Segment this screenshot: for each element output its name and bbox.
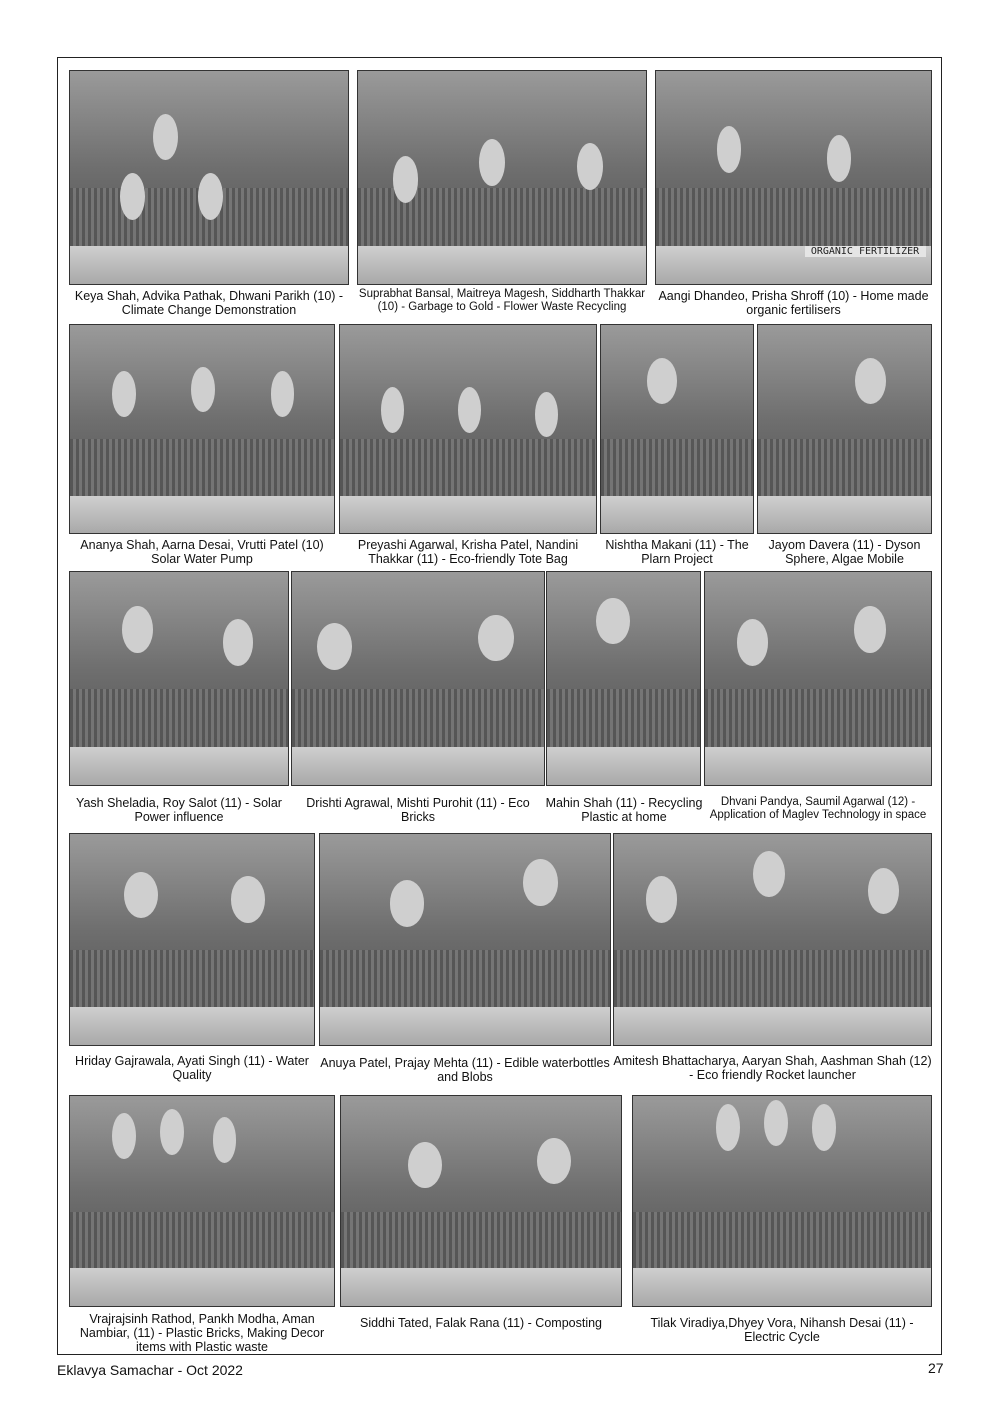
- photo-electric-cycle: [632, 1095, 932, 1307]
- photo-plarn-project: [600, 324, 754, 534]
- photo-water-quality: [69, 833, 315, 1046]
- caption-14: Amitesh Bhattacharya, Aaryan Shah, Aashman Shah (12) - Eco friendly Rocket launcher: [613, 1054, 932, 1082]
- photo-edible-bottles: [319, 833, 611, 1046]
- photo-maglev: [704, 571, 932, 786]
- caption-16: Siddhi Tated, Falak Rana (11) - Composting: [359, 1316, 603, 1330]
- organic-fertilizer-sign: ORGANIC FERTILIZER: [805, 246, 926, 257]
- photo-plastic-bricks: [69, 1095, 335, 1307]
- caption-1: Keya Shah, Advika Pathak, Dhwani Parikh (10) - Climate Change Demonstration: [74, 289, 344, 317]
- caption-13: Anuya Patel, Prajay Mehta (11) - Edible waterbottles and Blobs: [320, 1056, 610, 1084]
- page-number: 27: [928, 1360, 944, 1376]
- photo-dyson-sphere: [757, 324, 932, 534]
- photo-solar-power: [69, 571, 289, 786]
- photo-rocket-launcher: [613, 833, 932, 1046]
- caption-9: Drishti Agrawal, Mishti Purohit (11) - Eco Bricks: [306, 796, 530, 824]
- caption-6: Nishtha Makani (11) - The Plarn Project: [605, 538, 749, 566]
- photo-eco-bricks: [291, 571, 545, 786]
- caption-3: Aangi Dhandeo, Prisha Shroff (10) - Home made organic fertilisers: [658, 289, 929, 317]
- photo-composting: [340, 1095, 622, 1307]
- caption-11: Dhvani Pandya, Saumil Agarwal (12) - Application of Maglev Technology in space: [709, 796, 927, 821]
- photo-recycling-plastic: [546, 571, 701, 786]
- caption-12: Hriday Gajrawala, Ayati Singh (11) - Water Quality: [75, 1054, 309, 1082]
- caption-2: Suprabhat Bansal, Maitreya Magesh, Siddharth Thakkar (10) - Garbage to Gold - Flower Waste Recycling: [358, 288, 646, 313]
- caption-5: Preyashi Agarwal, Krisha Patel, Nandini Thakkar (11) - Eco-friendly Tote Bag: [357, 538, 579, 566]
- caption-4: Ananya Shah, Aarna Desai, Vrutti Patel (10) Solar Water Pump: [80, 538, 324, 566]
- caption-8: Yash Sheladia, Roy Salot (11) - Solar Power influence: [76, 796, 282, 824]
- caption-17: Tilak Viradiya,Dhyey Vora, Nihansh Desai (11) - Electric Cycle: [650, 1316, 914, 1344]
- publication-footer: Eklavya Samachar - Oct 2022: [57, 1362, 243, 1378]
- caption-10: Mahin Shah (11) - Recycling Plastic at home: [545, 796, 703, 824]
- photo-organic-fertiliser: [655, 70, 932, 285]
- photo-climate-change: [69, 70, 349, 285]
- photo-solar-water-pump: [69, 324, 335, 534]
- caption-15: Vrajrajsinh Rathod, Pankh Modha, Aman Nambiar, (11) - Plastic Bricks, Making Decor items with Plastic waste: [79, 1312, 325, 1354]
- photo-flower-waste: [357, 70, 647, 285]
- photo-tote-bag: [339, 324, 597, 534]
- caption-7: Jayom Davera (11) - Dyson Sphere, Algae Mobile: [768, 538, 921, 566]
